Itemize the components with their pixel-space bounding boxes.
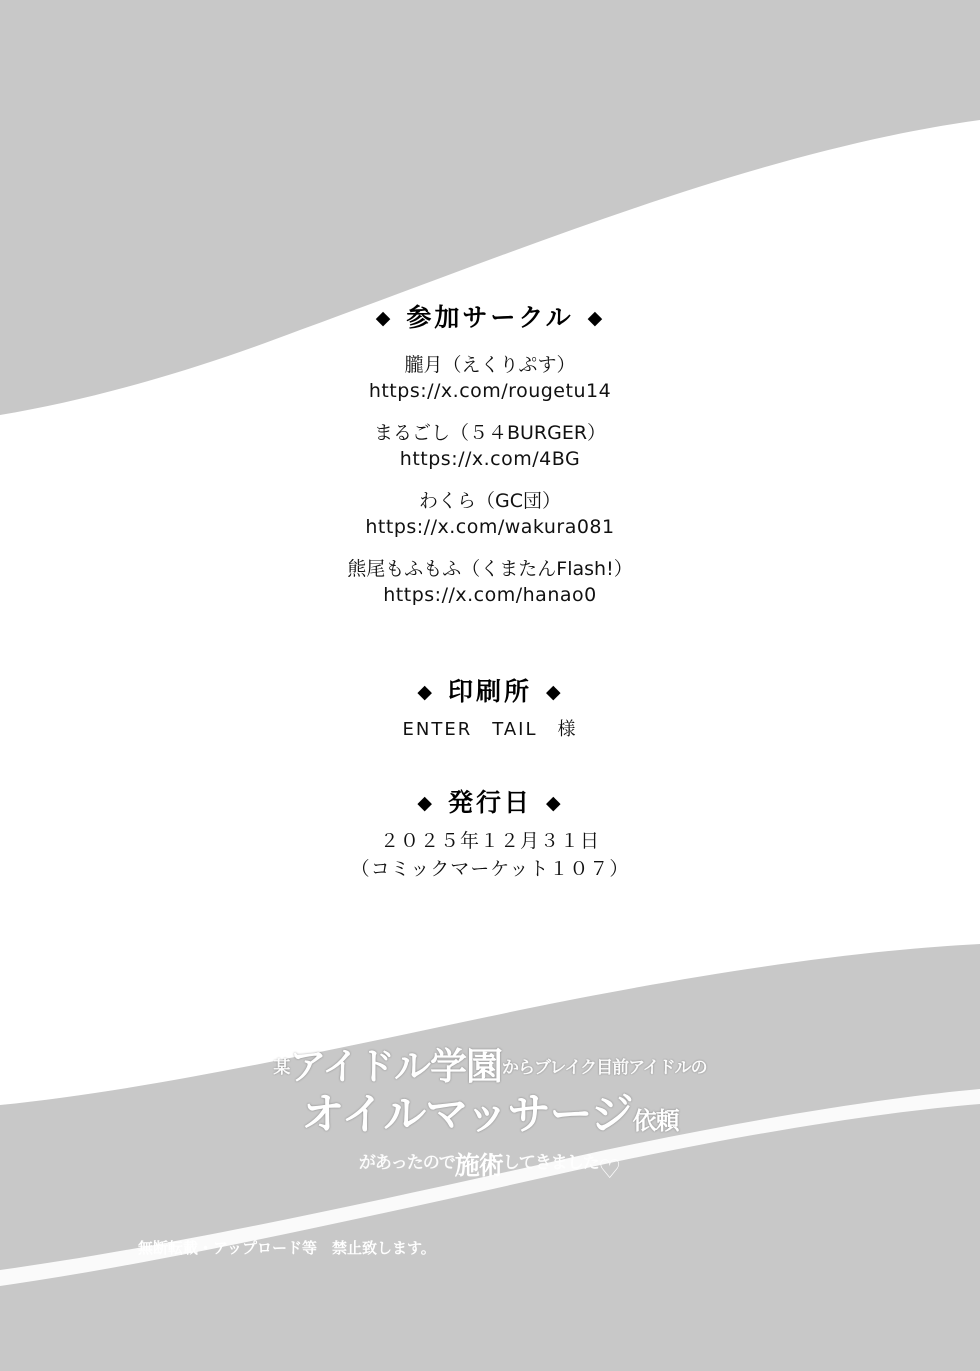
logo-line1-suffix: からブレイク目前アイドルの <box>502 1058 707 1078</box>
circle-name: 熊尾もふもふ（くまたんFlash!） <box>347 558 633 580</box>
logo-line2-main: オイルマッサージ <box>301 1090 633 1140</box>
diamond-icon: ◆ <box>587 307 605 329</box>
section-printer <box>0 672 980 744</box>
section-circles <box>0 298 980 624</box>
publish-date: ２０２５年１２月３１日 <box>379 830 600 852</box>
circle-url[interactable]: https://x.com/4BG <box>399 448 581 470</box>
diamond-icon: ◆ <box>375 307 393 329</box>
logo-line-3 <box>0 1146 980 1187</box>
section-publish <box>0 783 980 883</box>
list-item <box>0 420 980 472</box>
logo-line3-post: してきました <box>502 1153 599 1173</box>
circle-name: まるごし（５４BURGER） <box>373 422 607 444</box>
circle-url[interactable]: https://x.com/wakura081 <box>365 516 615 538</box>
title-logo <box>0 1045 980 1187</box>
logo-line1-main: アイドル学園 <box>289 1045 503 1088</box>
logo-line3-pre: があったので <box>358 1153 455 1173</box>
printer-heading-text: 印刷所 <box>447 677 532 706</box>
heart-icon: ♡ <box>598 1155 622 1185</box>
list-item <box>0 352 980 404</box>
logo-line-2 <box>0 1090 980 1146</box>
publish-event: （コミックマーケット１０７） <box>350 858 630 880</box>
circle-name: わくら（GC団） <box>419 490 561 512</box>
diamond-icon: ◆ <box>417 681 434 703</box>
logo-line1-prefix: 某 <box>273 1058 290 1078</box>
logo-line-1 <box>0 1045 980 1090</box>
diamond-icon: ◆ <box>417 792 434 814</box>
circles-heading-text: 参加サークル <box>406 303 574 332</box>
publish-heading <box>0 783 980 819</box>
copyright-notice: 無断転載・アップロード等 禁止致します。 <box>138 1239 436 1257</box>
diamond-icon: ◆ <box>546 681 563 703</box>
circle-url[interactable]: https://x.com/hanao0 <box>383 584 597 606</box>
list-item <box>0 488 980 540</box>
logo-line3-main: 施術 <box>454 1151 503 1180</box>
list-item <box>0 556 980 608</box>
logo-line2-tail: 依頼 <box>632 1107 679 1135</box>
printer-heading <box>0 672 980 708</box>
diamond-icon: ◆ <box>546 792 563 814</box>
printer-name: ENTER TAIL 様 <box>402 719 578 740</box>
circle-url[interactable]: https://x.com/rougetu14 <box>368 380 612 402</box>
publish-heading-text: 発行日 <box>447 788 532 817</box>
circles-heading <box>0 298 980 334</box>
circle-name: 朧月（えくりぷす） <box>404 354 576 376</box>
